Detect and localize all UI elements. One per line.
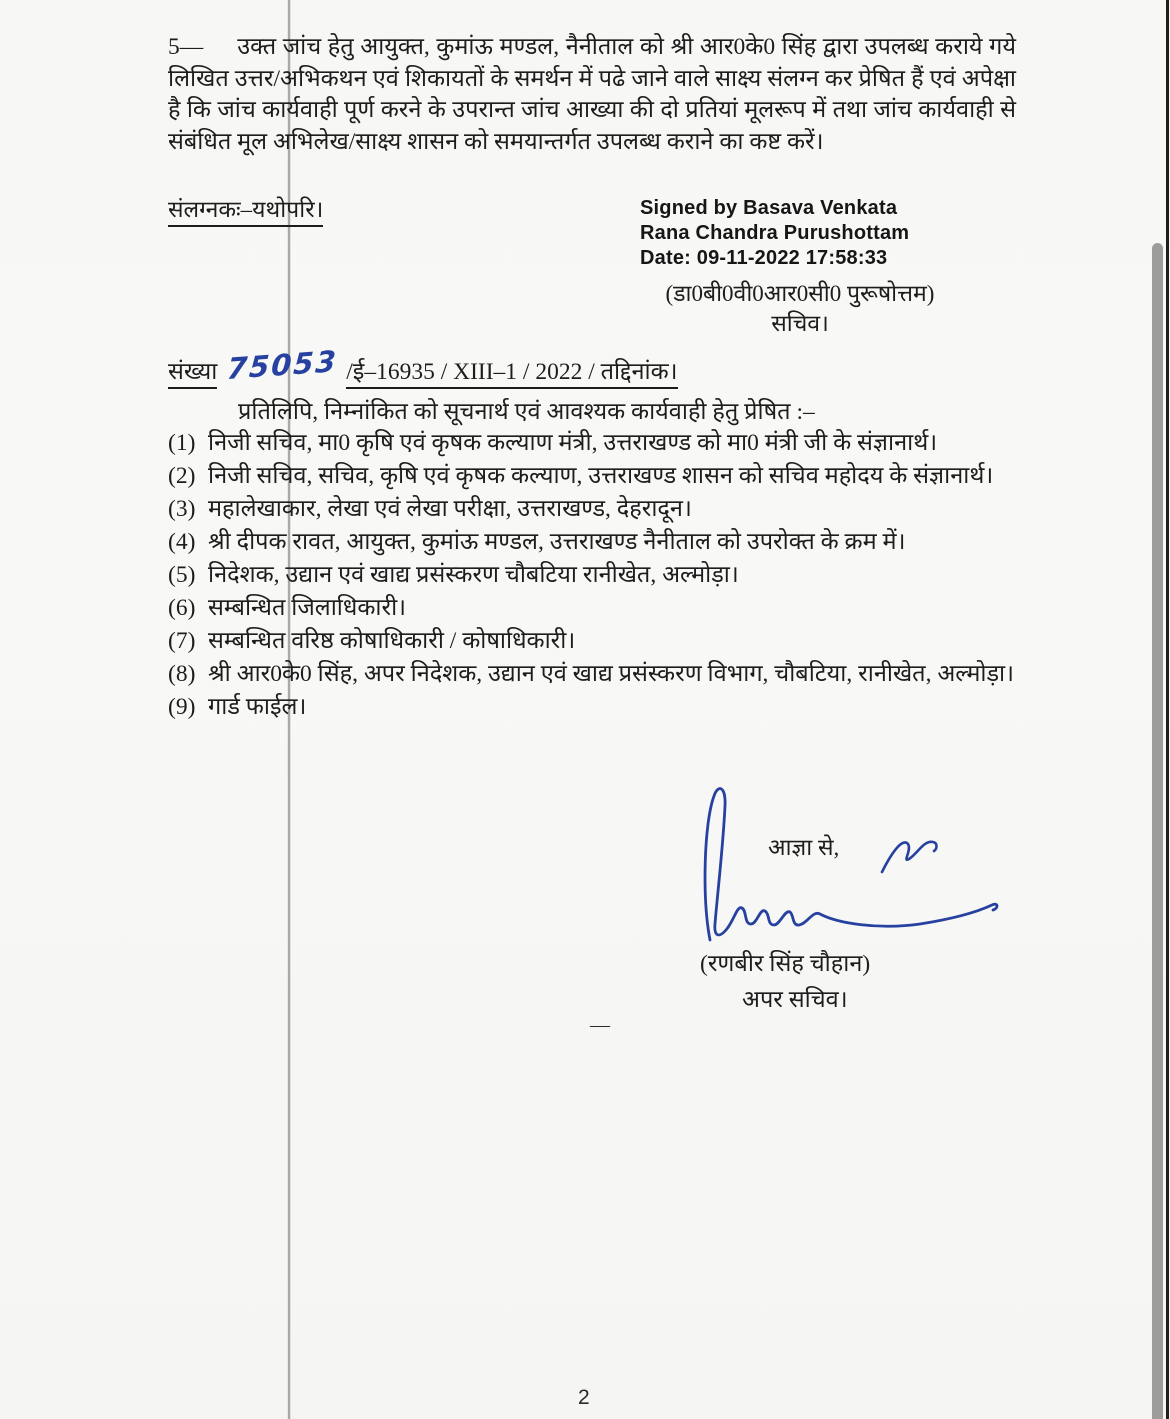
reference-rest: /ई–16935 / XIII–1 / 2022 / तद्दिनांक। xyxy=(346,359,677,389)
item-number: (8) xyxy=(168,661,196,687)
digital-signature-block xyxy=(640,196,1000,271)
item-text: निदेशक, उद्यान एवं खाद्य प्रसंस्करण चौबटिया रानीखेत, अल्मोड़ा। xyxy=(208,562,739,588)
stray-dash-mark: — xyxy=(590,1014,610,1036)
signer-designation: अपर सचिव। xyxy=(742,987,848,1013)
reference-number-line xyxy=(168,344,868,386)
scan-right-border xyxy=(1166,0,1169,1419)
list-item xyxy=(168,559,1020,591)
item-text: सम्बन्धित जिलाधिकारी। xyxy=(208,595,407,621)
recipients-list xyxy=(168,427,1020,724)
scrollbar-thumb[interactable] xyxy=(1152,243,1163,1419)
signer-name: (रणबीर सिंह चौहान) xyxy=(700,951,871,977)
handwritten-reference-number: 75053 xyxy=(226,344,340,386)
item-text: सम्बन्धित वरिष्ठ कोषाधिकारी / कोषाधिकारी। xyxy=(208,628,576,654)
list-item xyxy=(168,427,1020,459)
digital-signature-line1: Signed by Basava Venkata xyxy=(640,197,898,219)
item-number: (5) xyxy=(168,562,196,588)
page-number: 2 xyxy=(578,1386,590,1409)
secretary-designation: सचिव। xyxy=(771,311,829,336)
list-item xyxy=(168,592,1020,624)
paragraph-5 xyxy=(168,32,1016,158)
item-number: (6) xyxy=(168,595,196,621)
paragraph-5-text: उक्त जांच हेतु आयुक्त, कुमांऊ मण्डल, नैनीताल को श्री आर0के0 सिंह द्वारा उपलब्ध कराये गये लिखित उत्तर/अभिकथन एवं शिकायतों के समर्थन में पढे जाने वाले साक्ष्य संलग्न कर प्रेषित हैं एवं अपेक्षा है कि जांच कार्यवाही पूर्ण करने के उपरान्त जांच आख्या की दो प्रतियां मूलरूप में तथा जांच कार्यवाही से संबंधित मूल अभिलेख/साक्ष्य शासन को समयान्तर्गत उपलब्ध कराने का कष्ट करें। xyxy=(168,34,1016,155)
item-number: (2) xyxy=(168,463,196,489)
item-number: (1) xyxy=(168,430,196,456)
item-text: महालेखाकार, लेखा एवं लेखा परीक्षा, उत्तराखण्ड, देहरादून। xyxy=(208,496,692,522)
list-item xyxy=(168,493,1020,525)
reference-prefix: संख्या xyxy=(168,359,217,389)
item-number: (3) xyxy=(168,496,196,522)
item-text: गार्ड फाईल। xyxy=(208,694,307,720)
item-number: (4) xyxy=(168,529,196,555)
paragraph-5-number: 5— xyxy=(168,34,204,60)
item-text: निजी सचिव, मा0 कृषि एवं कृषक कल्याण मंत्री, उत्तराखण्ड को मा0 मंत्री जी के संज्ञानार्थ। xyxy=(208,430,938,456)
list-item xyxy=(168,691,1020,723)
item-number: (7) xyxy=(168,628,196,654)
digital-signature-line2: Rana Chandra Purushottam xyxy=(640,222,910,244)
scan-left-edge-shadow xyxy=(0,0,7,1419)
item-text: निजी सचिव, सचिव, कृषि एवं कृषक कल्याण, उत्तराखण्ड शासन को सचिव महोदय के संज्ञानार्थ। xyxy=(208,463,994,489)
digital-signature-line3: Date: 09-11-2022 17:58:33 xyxy=(640,247,888,269)
list-item xyxy=(168,460,1020,492)
list-item xyxy=(168,625,1020,657)
item-text: श्री आर0के0 सिंह, अपर निदेशक, उद्यान एवं खाद्य प्रसंस्करण विभाग, चौबटिया, रानीखेत, अल्मोड़ा। xyxy=(208,661,1015,687)
copy-to-heading: प्रतिलिपि, निम्नांकित को सूचनार्थ एवं आवश्यक कार्यवाही हेतु प्रेषित :– xyxy=(238,399,815,425)
by-order-text: आज्ञा से, xyxy=(768,835,840,860)
item-text: श्री दीपक रावत, आयुक्त, कुमांऊ मण्डल, उत्तराखण्ड नैनीताल को उपरोक्त के क्रम में। xyxy=(208,529,906,555)
list-item xyxy=(168,526,1020,558)
item-number: (9) xyxy=(168,694,196,720)
list-item xyxy=(168,658,1020,690)
secretary-name-hindi: (डा0बी0वी0आर0सी0 पुरूषोत्तम) xyxy=(665,281,935,306)
enclosure-line: संलग्नकः–यथोपरि। xyxy=(168,192,323,227)
